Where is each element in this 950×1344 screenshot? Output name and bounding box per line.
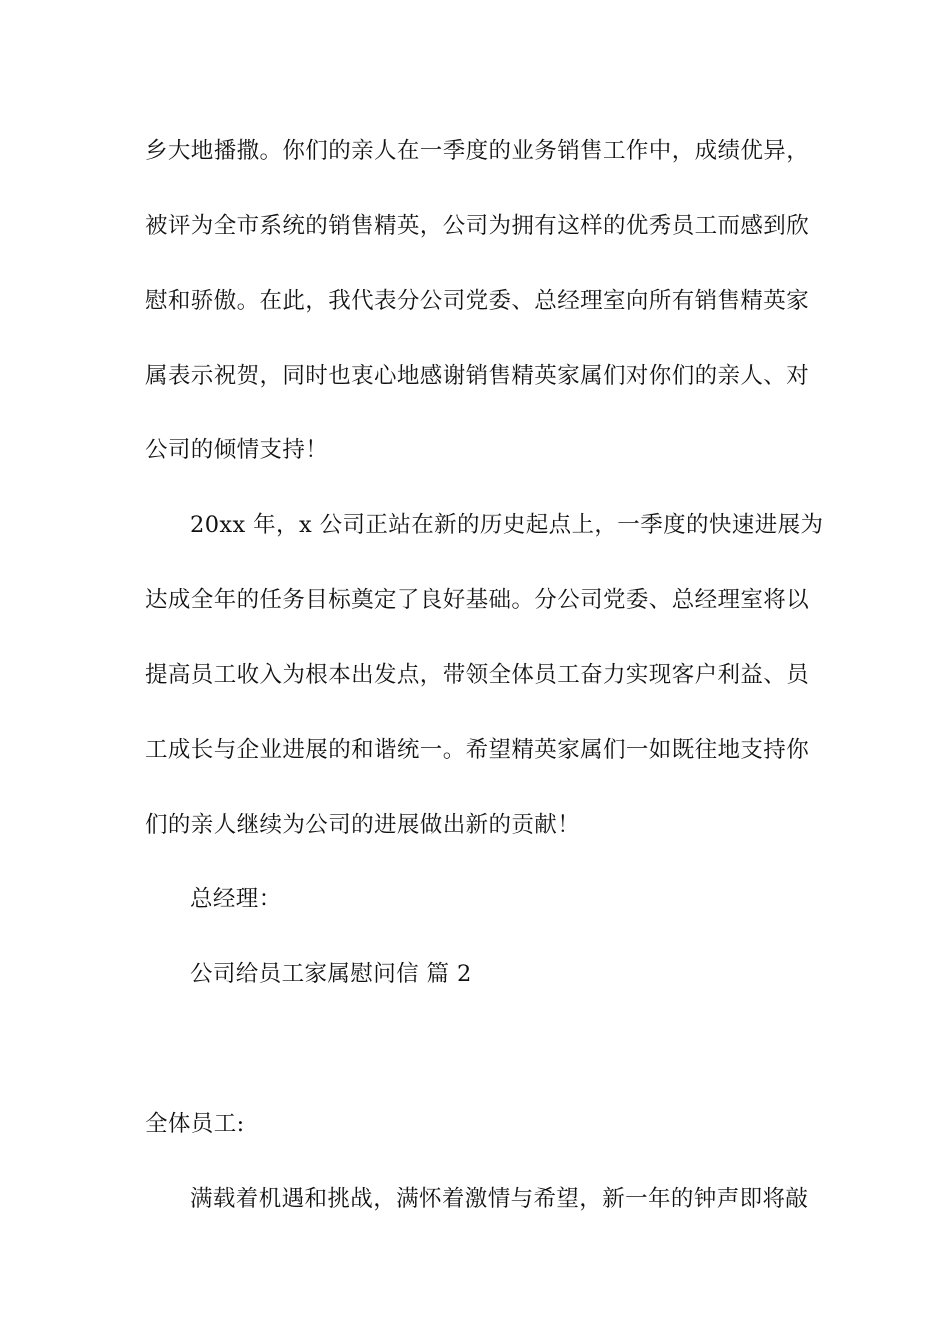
paragraph-line: 属表示祝贺，同时也衷心地感谢销售精英家属们对你们的亲人、对 [145, 363, 810, 389]
paragraph-line: 们的亲人继续为公司的进展做出新的贡献！ [145, 812, 581, 838]
paragraph-line: 提高员工收入为根本出发点，带领全体员工奋力实现客户利益、员 [145, 662, 810, 688]
paragraph-line: 满载着机遇和挑战，满怀着激情与希望，新一年的钟声即将敲 [190, 1186, 809, 1212]
paragraph-line: 公司的倾情支持！ [145, 437, 329, 463]
paragraph-line: 20xx 年，x 公司正站在新的历史起点上，一季度的快速进展为 [190, 512, 824, 538]
signature-line: 总经理： [190, 886, 282, 912]
paragraph-line: 达成全年的任务目标奠定了良好基础。分公司党委、总经理室将以 [145, 587, 810, 613]
paragraph-line: 乡大地播撒。你们的亲人在一季度的业务销售工作中，成绩优异， [145, 138, 810, 164]
section-heading: 公司给员工家属慰问信 篇 2 [190, 961, 472, 987]
salutation: 全体员工: [145, 1111, 245, 1137]
paragraph-line: 工成长与企业进展的和谐统一。希望精英家属们一如既往地支持你 [145, 737, 810, 763]
paragraph-line: 被评为全市系统的销售精英，公司为拥有这样的优秀员工而感到欣 [145, 213, 810, 239]
paragraph-line: 慰和骄傲。在此，我代表分公司党委、总经理室向所有销售精英家 [145, 288, 810, 314]
